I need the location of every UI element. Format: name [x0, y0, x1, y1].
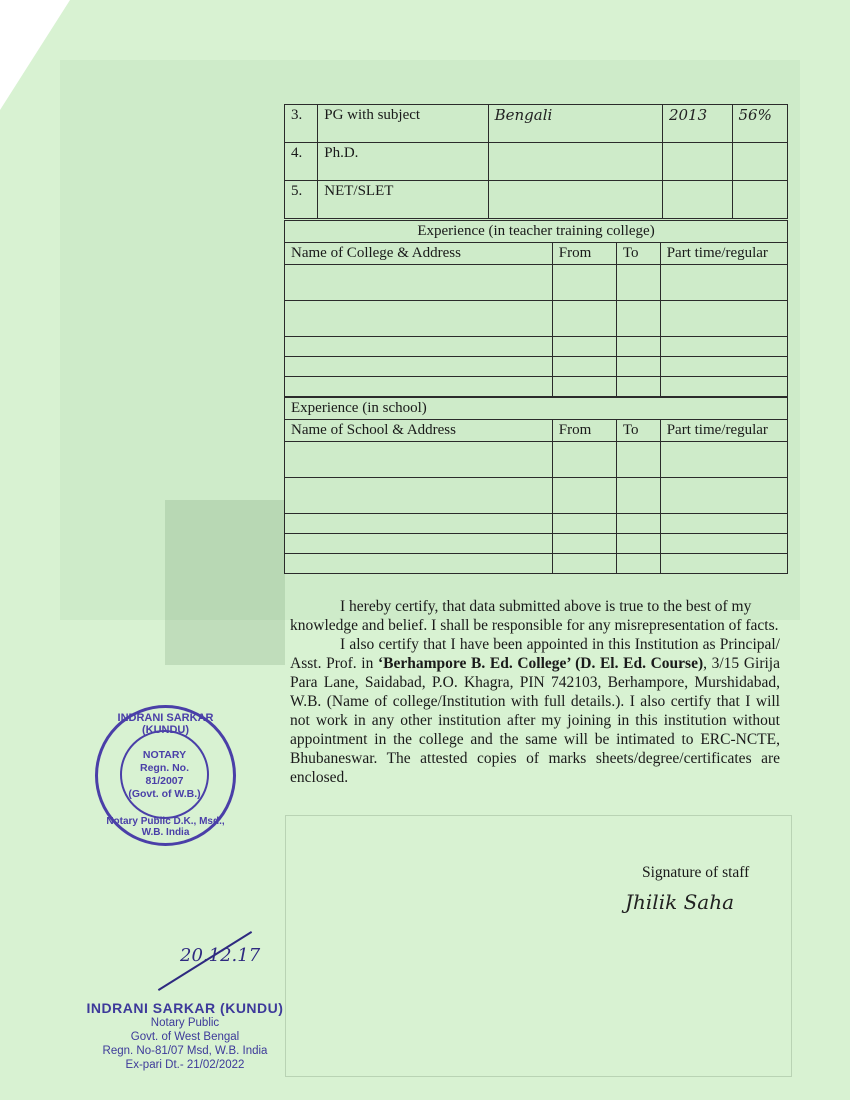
table-row — [285, 181, 788, 219]
col-part-time-regular: Part time/regular — [660, 243, 787, 265]
table-row — [285, 143, 788, 181]
notary-name: INDRANI SARKAR (KUNDU) — [86, 1000, 284, 1016]
college-experience-table — [284, 220, 788, 397]
qualification-item: NET/SLET — [318, 181, 488, 219]
seal-inner — [120, 730, 209, 819]
col-from: From — [552, 243, 616, 265]
col-to: To — [616, 420, 660, 442]
col-to: To — [616, 243, 660, 265]
school-experience-heading: Experience (in school) — [285, 398, 788, 420]
staff-signature: Jhilik Saha — [625, 890, 734, 914]
qualification-item: Ph.D. — [318, 143, 488, 181]
paragraph-2-intro: I also certify that I have been appointed in this Institution as Principal/ Asst. Prof. in — [290, 636, 780, 672]
marks-value: 56% — [732, 105, 787, 143]
background-photo-ghost — [165, 500, 285, 665]
background-form-ghost — [285, 815, 792, 1077]
certification-paragraph-1: I hereby certify, that data submitted above is true to the best of my knowledge and belief. I shall be responsible for any misrepresentation of facts. — [290, 598, 779, 634]
seal-line: (Govt. of W.B.) — [128, 787, 201, 800]
row-number: 4. — [285, 143, 318, 181]
table-row — [285, 265, 788, 301]
row-number: 3. — [285, 105, 318, 143]
seal-line: 81/2007 — [145, 774, 184, 787]
qualification-table — [284, 104, 788, 219]
notary-line: Govt. of West Bengal — [130, 1031, 240, 1043]
table-row — [285, 357, 788, 377]
paragraph-2-details: , 3/15 Girija Para Lane, Saidabad, P.O. Khagra, PIN 742103, Berhampore, Murshidabad, W.B. (Name of college/Institution with full details.). I also certify that I will not work in any other institution after my joining in this institution without appointment in the college and the same will be intimated to ERC-NCTE, Bhubaneswar. The attested copies of marks sheets/degree/certificates are enclosed. — [290, 655, 780, 786]
marks-value — [732, 181, 787, 219]
table-row — [285, 554, 788, 574]
col-school-name: Name of School & Address — [285, 420, 553, 442]
notary-line: Notary Public — [150, 1017, 220, 1029]
notary-signature-date: 20.12.17 — [180, 945, 261, 966]
col-college-name: Name of College & Address — [285, 243, 553, 265]
seal-ring-top: INDRANI SARKAR (KUNDU) — [117, 712, 214, 736]
signature-label: Signature of staff — [642, 864, 750, 881]
table-row — [285, 377, 788, 397]
table-row — [285, 442, 788, 478]
table-row — [285, 337, 788, 357]
col-from: From — [552, 420, 616, 442]
col-part-time-regular: Part time/regular — [660, 420, 787, 442]
subject-value: Bengali — [488, 105, 662, 143]
row-number: 5. — [285, 181, 318, 219]
table-row — [285, 514, 788, 534]
college-name: ‘Berhampore B. Ed. College’ (D. El. Ed. Course) — [378, 655, 704, 672]
table-row — [285, 478, 788, 514]
year-value — [662, 143, 732, 181]
subject-value — [488, 181, 662, 219]
subject-value — [488, 143, 662, 181]
table-row — [285, 301, 788, 337]
notary-stamp — [85, 1000, 285, 1072]
seal-line: NOTARY — [142, 748, 187, 761]
notary-line: Ex-pari Dt.- 21/02/2022 — [125, 1059, 245, 1071]
certification-text — [290, 597, 780, 787]
table-row — [285, 105, 788, 143]
year-value — [662, 181, 732, 219]
school-experience-table — [284, 397, 788, 574]
year-value: 2013 — [662, 105, 732, 143]
marks-value — [732, 143, 787, 181]
seal-ring-bottom: Notary Public D.K., Msd., W.B. India — [106, 816, 225, 838]
seal-line: Regn. No. — [140, 761, 189, 774]
certification-paragraph-2 — [290, 635, 780, 787]
college-experience-heading: Experience (in teacher training college) — [285, 221, 788, 243]
notary-seal — [95, 705, 236, 846]
table-row — [285, 534, 788, 554]
notary-line: Regn. No-81/07 Msd, W.B. India — [102, 1045, 268, 1057]
qualification-item: PG with subject — [318, 105, 488, 143]
